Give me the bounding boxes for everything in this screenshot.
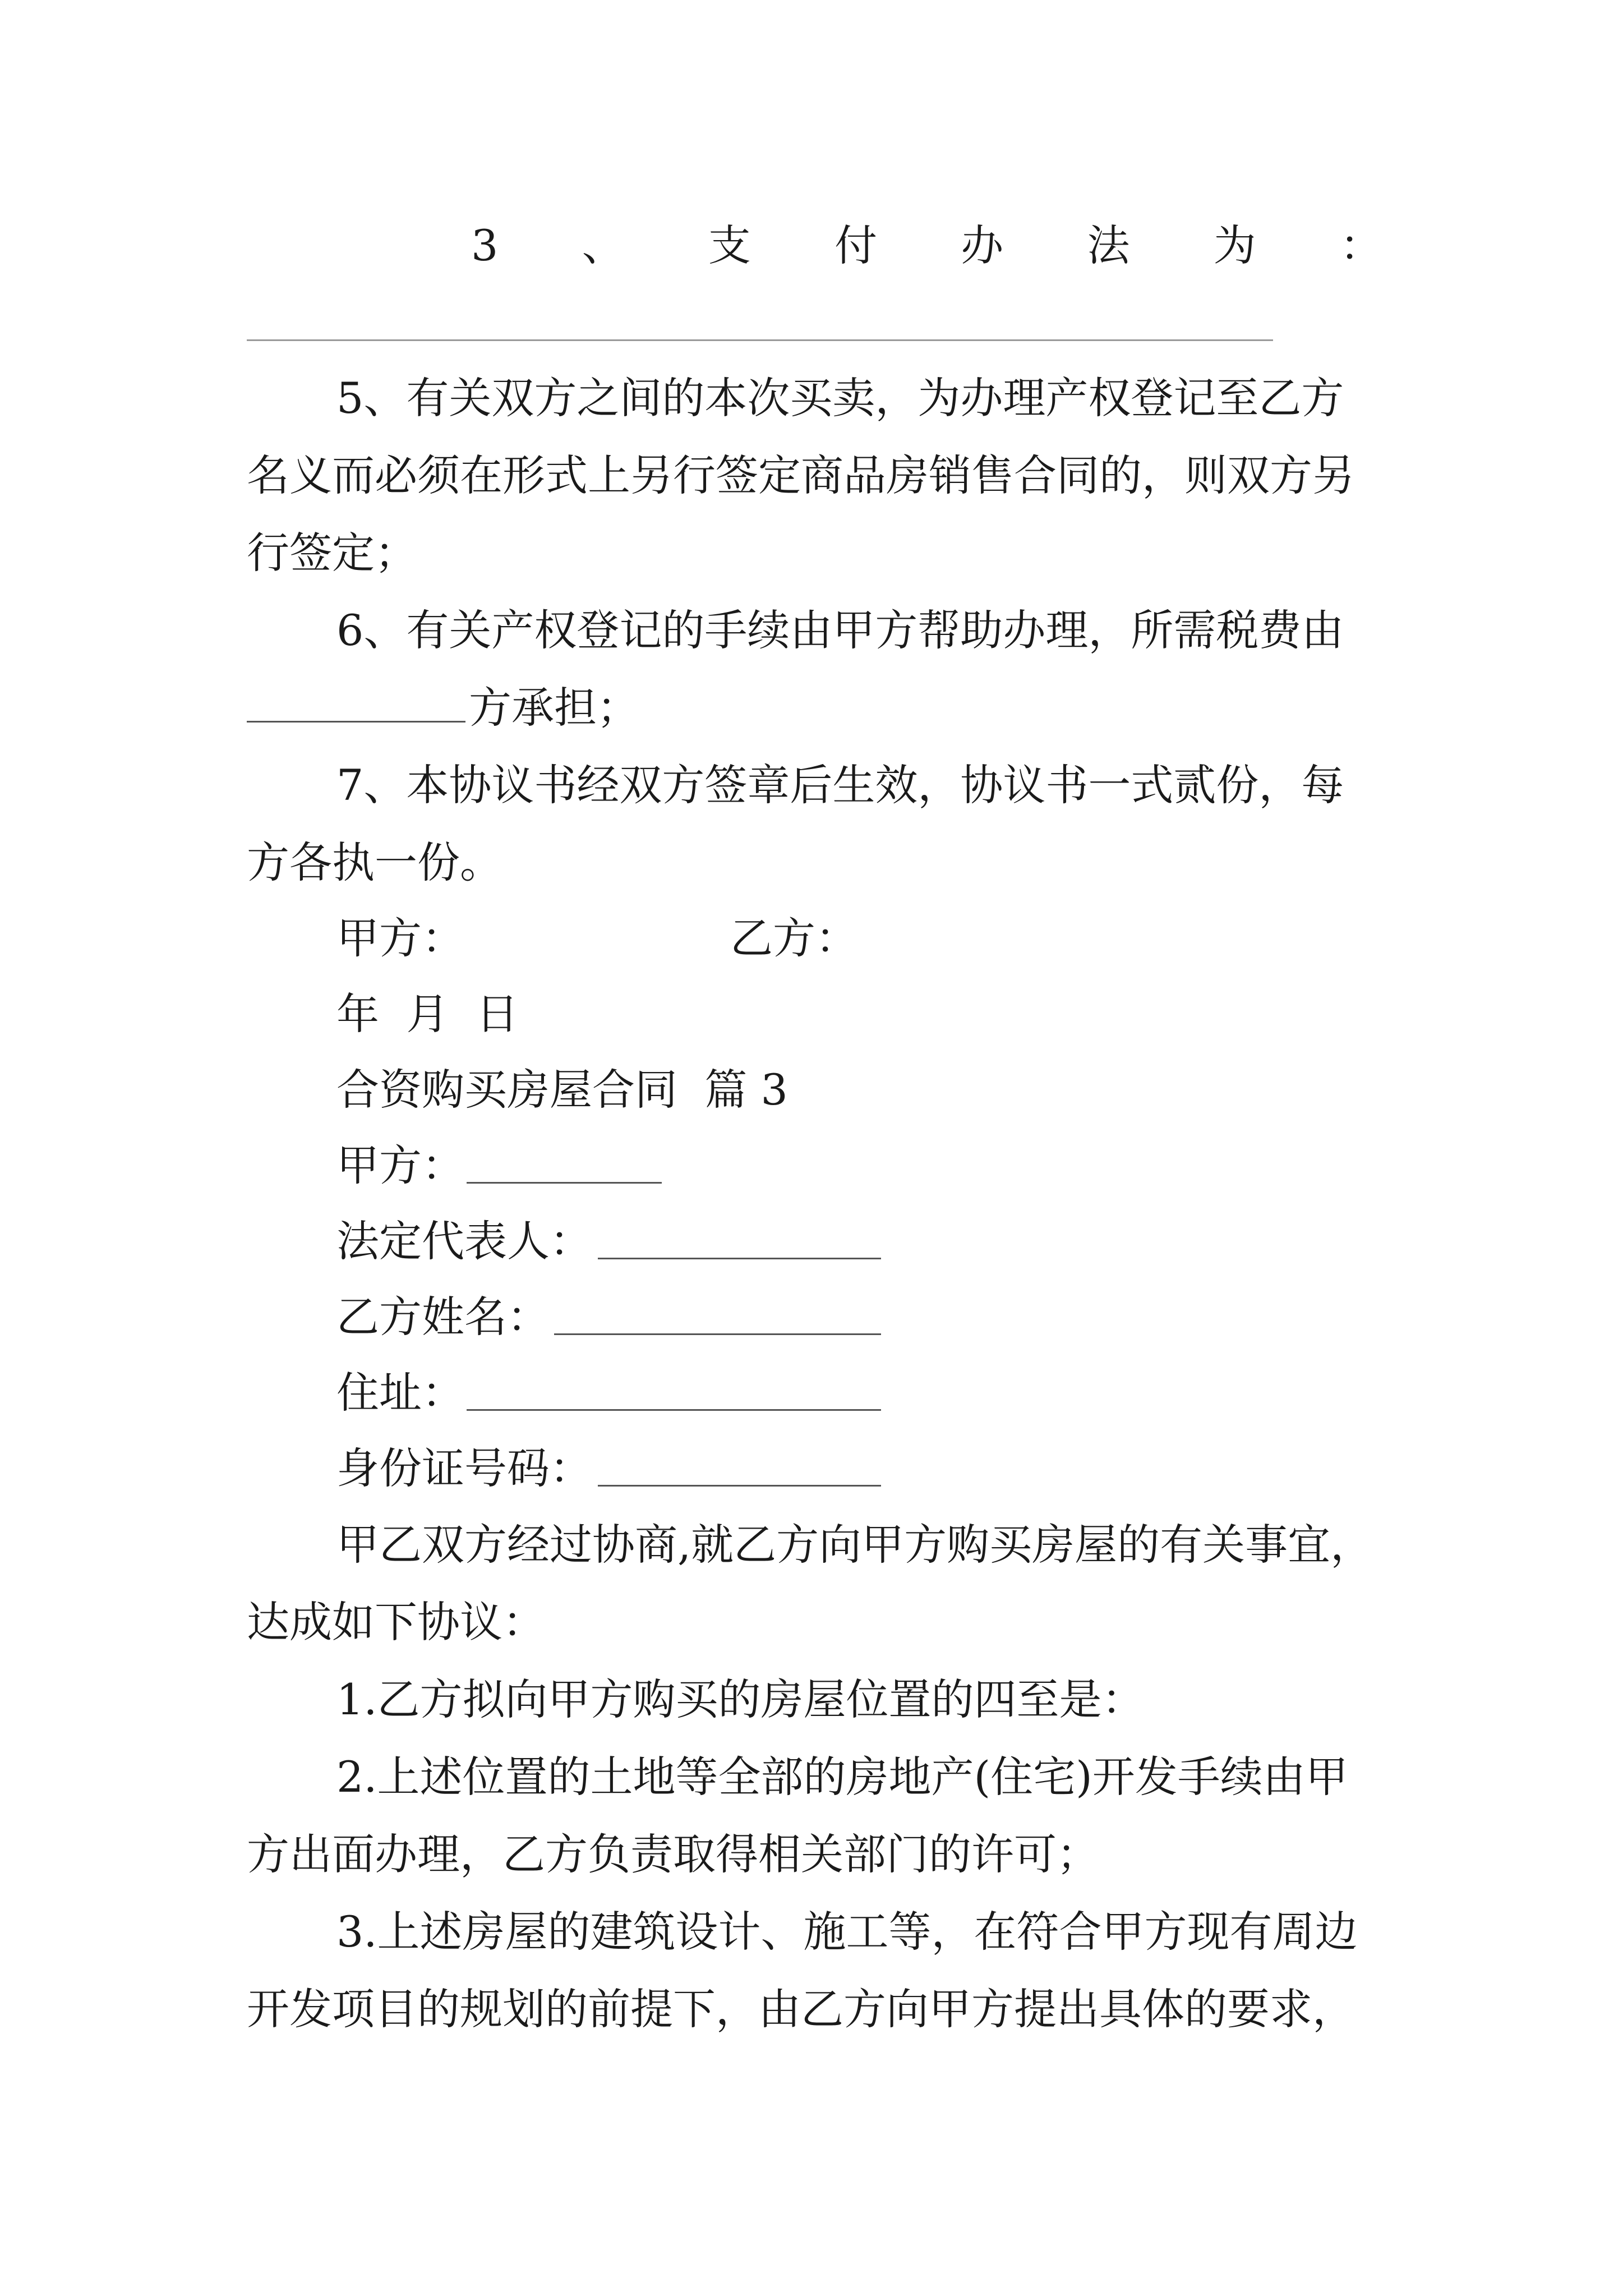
tax-payer-blank (247, 721, 465, 723)
field-party-b-name-label: 乙方姓名： (336, 1292, 550, 1342)
clause-6-line-2: 方承担； (469, 683, 639, 733)
item-3-line-2: 开发项目的规划的前提下，由乙方向甲方提出具体的要求， (247, 1984, 1355, 2034)
heading-char: 、 (582, 220, 625, 270)
field-legal-rep-blank (598, 1258, 881, 1259)
heading-char: 法 (1087, 220, 1130, 270)
signature-party-b: 乙方： (730, 913, 858, 963)
signature-date: 年 月 日 (336, 989, 519, 1039)
clause-5-line-1: 5、有关双方之间的本次买卖，为办理产权登记至乙方 (336, 373, 1344, 423)
item-1: 1.乙方拟向甲方购买的房屋位置的四至是： (336, 1674, 1145, 1724)
section-title: 合资购买房屋合同 篇 3 (336, 1065, 788, 1115)
clause-6-line-1: 6、有关产权登记的手续由甲方帮助办理，所需税费由 (336, 605, 1344, 655)
field-party-a-blank (467, 1182, 662, 1184)
clause-7-line-2: 方各执一份。 (247, 838, 502, 887)
field-id-number-label: 身份证号码： (336, 1443, 592, 1493)
clause-5-line-3: 行签定； (247, 528, 417, 578)
intro-line-2: 达成如下协议： (247, 1597, 545, 1647)
signature-party-a: 甲方： (336, 913, 464, 963)
payment-method-blank-line (247, 339, 1273, 341)
item-3-line-1: 3.上述房屋的建筑设计、施工等，在符合甲方现有周边 (336, 1907, 1358, 1957)
clause-7-line-1: 7、本协议书经双方签章后生效，协议书一式贰份，每 (336, 760, 1344, 810)
field-legal-rep-label: 法定代表人： (336, 1216, 592, 1266)
field-party-a-label: 甲方： (336, 1140, 464, 1190)
field-address-blank (467, 1409, 881, 1411)
heading-char: 为 (1213, 220, 1256, 270)
heading-char: 付 (834, 220, 878, 270)
intro-line-1: 甲乙双方经过协商,就乙方向甲方购买房屋的有关事宜， (336, 1520, 1373, 1570)
field-party-b-name-blank (554, 1333, 881, 1335)
heading-char: 办 (961, 220, 1004, 270)
heading-char: ： (1340, 220, 1382, 270)
clause-5-line-2: 名义而必须在形式上另行签定商品房销售合同的，则双方另 (247, 450, 1355, 500)
item-2-line-1: 2.上述位置的土地等全部的房地产(住宅)开发手续由甲 (336, 1752, 1348, 1802)
heading-char: 3 (471, 220, 499, 270)
heading-char: 支 (708, 220, 751, 270)
field-address-label: 住址： (336, 1368, 464, 1418)
payment-method-heading (471, 220, 1382, 270)
field-id-number-blank (598, 1485, 881, 1487)
item-2-line-2: 方出面办理，乙方负责取得相关部门的许可； (247, 1829, 1099, 1879)
